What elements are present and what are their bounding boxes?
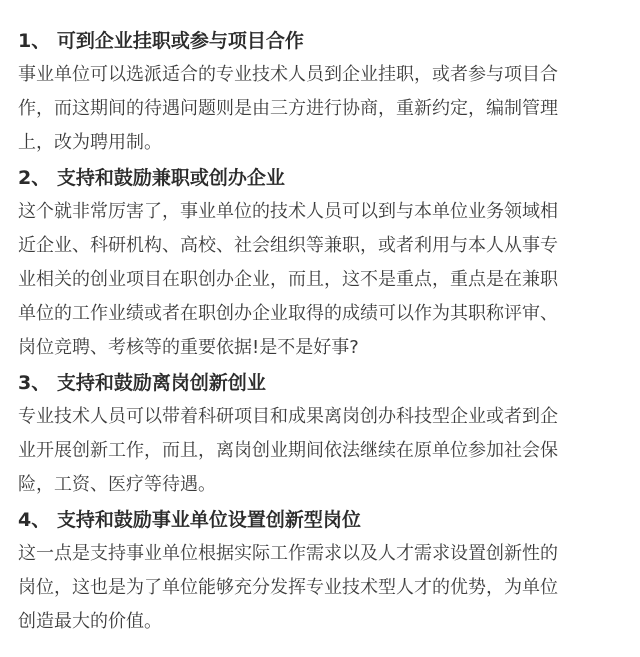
section-heading: 1、 可到企业挂职或参与项目合作 [18,30,304,52]
paragraph-line: 这个就非常厉害了，事业单位的技术人员可以到与本单位业务领域相 [18,201,558,222]
section-paragraph [18,400,558,502]
section-3 [18,368,558,502]
paragraph-line: 作，而这期间的待遇问题则是由三方进行协商，重新约定，编制管理 [18,98,558,119]
paragraph-line: 险，工资、医疗等待遇。 [18,474,216,495]
paragraph-line: 业相关的创业项目在职创办企业，而且，这不是重点，重点是在兼职 [18,269,558,290]
section-heading: 2、 支持和鼓励兼职或创办企业 [18,167,285,189]
paragraph-line: 事业单位可以选派适合的专业技术人员到企业挂职，或者参与项目合 [18,64,558,85]
paragraph-line: 岗位竞聘、考核等的重要依据!是不是好事? [18,337,359,358]
paragraph-line: 近企业、科研机构、高校、社会组织等兼职，或者利用与本人从事专 [18,235,558,256]
paragraph-line: 这一点是支持事业单位根据实际工作需求以及人才需求设置创新性的 [18,543,558,564]
section-heading: 3、 支持和鼓励离岗创新创业 [18,372,266,394]
section-heading: 4、 支持和鼓励事业单位设置创新型岗位 [18,509,361,531]
paragraph-line: 专业技术人员可以带着科研项目和成果离岗创办科技型企业或者到企 [18,406,558,427]
paragraph-line: 上，改为聘用制。 [18,132,162,153]
paragraph-line: 岗位，这也是为了单位能够充分发挥专业技术型人才的优势，为单位 [18,577,558,598]
section-paragraph [18,58,558,160]
paragraph-line: 创造最大的价值。 [18,611,162,632]
section-1 [18,26,558,160]
paragraph-line: 业开展创新工作，而且，离岗创业期间依法继续在原单位参加社会保 [18,440,558,461]
paragraph-line: 单位的工作业绩或者在职创办企业取得的成绩可以作为其职称评审、 [18,303,558,324]
section-paragraph [18,195,558,365]
section-2 [18,163,558,365]
section-paragraph [18,537,558,639]
section-4 [18,505,558,639]
